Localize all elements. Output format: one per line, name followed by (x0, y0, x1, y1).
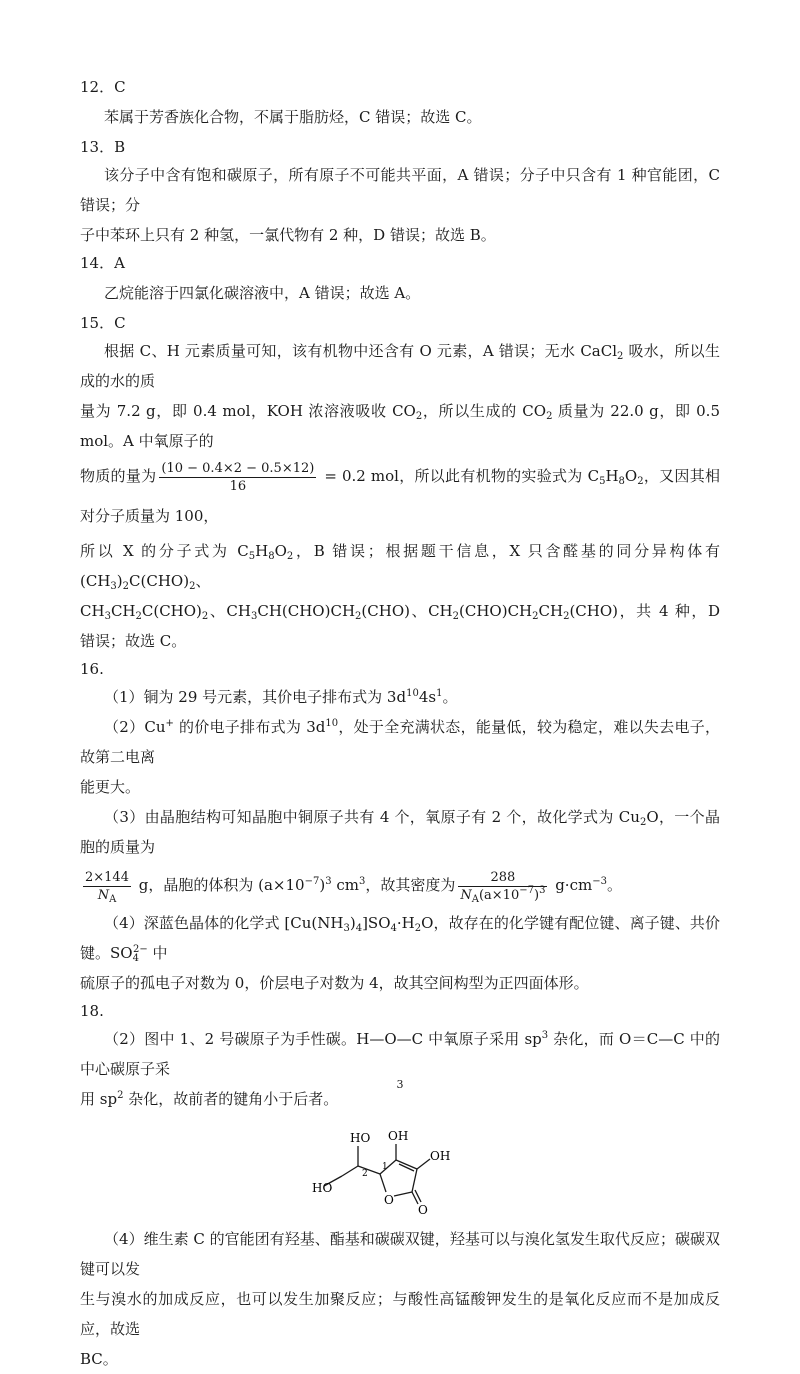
ho-top-label: HO (350, 1131, 371, 1145)
page-number: 3 (396, 1078, 404, 1091)
answer-16-part-3-cont: $\frac{2\times 144}{N_A}$ g，晶胞的体积为 $(a\times 10^{-7})^3$ $cm^3$，故其密度为 $\frac{288}{N_A(a\times 10^{-7})^3}$ $g\cdot cm^{-3}$。 (85, 869, 622, 905)
vitamin-c-diagram (300, 1114, 500, 1214)
answer-16-part-4-cont: 硫原子的孤电子对数为 0，价层电子对数为 4，故其空间构型为正四面体形。 (80, 974, 589, 992)
cell-mass-fraction: $\frac{2\times 144}{N_A}$ (85, 869, 129, 905)
answer-16-head: 16. (80, 660, 104, 678)
answer-14-head: 14．A (80, 254, 125, 272)
answer-18-part-4-end: BC。 (80, 1350, 118, 1368)
density-fraction: $\frac{288}{N_A(a\times 10^{-7})^3}$ (460, 869, 546, 905)
answer-18-head: 18. (80, 1002, 104, 1020)
oxygen-moles-fraction: $\frac{(10 - 0.4\times 2 - 0.5\times 12)}{16}$ (161, 460, 315, 494)
answer-16-part-2: （2）Cu+ 的价电子排布式为 $3d^{10}$，处于全充满状态，能量低，较为稳定，难以失去电子，故第二电离 (80, 718, 720, 766)
answer-13-explanation-cont: 子中苯环上只有 2 种氢，一氯代物有 2 种，D 错误；故选 B。 (80, 226, 496, 244)
answer-12-explanation: 苯属于芳香族化合物，不属于脂肪烃，C 错误；故选 C。 (104, 108, 482, 126)
ho-left-label: HO (312, 1181, 333, 1195)
answer-16-part-2-cont: 能更大。 (80, 778, 141, 796)
answer-18-part-4: （4）维生素 C 的官能团有羟基、酯基和碳碳双键，羟基可以与溴化氢发生取代反应；碳碳双键可以发 (80, 1230, 720, 1278)
answer-15-line-5: $CH_3CH_2C(CHO)_2$、$CH_3CH(CHO)CH_2(CHO)$、$CH_2(CHO)CH_2CH_2(CHO)$，共 4 种，D 错误；故选 C。 (80, 602, 720, 650)
answer-18-part-4-cont: 生与溴水的加成反应，也可以发生加聚反应；与酸性高锰酸钾发生的是氧化反应而不是加成反应，故选 (80, 1290, 720, 1338)
answer-18-part-2: （2）图中 1、2 号碳原子为手性碳。H—O—C 中氧原子采用 $sp^3$ 杂化，而 O＝C—C 中的中心碳原子采 (80, 1030, 720, 1078)
carbonyl-oxygen-label: O (418, 1203, 428, 1214)
answer-16-part-1: （1）铜为 29 号元素，其价电子排布式为 $3d^{10}4s^1$。 (104, 688, 458, 706)
carbon-1-label: 1 (382, 1162, 388, 1172)
answer-15-line-1: 根据 C、H 元素质量可知，该有机物中还含有 O 元素，A 错误；无水 CaCl$_2$ 吸水，所以生成的水的质 (80, 342, 720, 390)
answer-18-part-2-cont: 用 $sp^2$ 杂化，故前者的键角小于后者。 (80, 1090, 339, 1108)
answer-14-explanation: 乙烷能溶于四氯化碳溶液中，A 错误；故选 A。 (104, 284, 421, 302)
answer-15-line-3: 物质的量为 $\frac{(10 - 0.4\times 2 - 0.5\times 12)}{16}$ = 0.2 mol，所以此有机物的实验式为 $C_5H_8O_2$，又因其相对分子质量为 100， (80, 460, 720, 525)
vitamin-c-structure (80, 1114, 720, 1214)
carbon-2-label: 2 (362, 1169, 368, 1179)
answer-13-head: 13．B (80, 138, 126, 156)
answer-15-line-4: 所以 X 的分子式为 $C_5H_8O_2$，B 错误；根据题干信息，X 只含醛基的同分异构体有 $(CH_3)_2C(CHO)_2$、 (80, 542, 720, 592)
oh-top-label: OH (388, 1129, 409, 1143)
answer-15-line-2: 量为 7.2 g，即 0.4 mol，KOH 浓溶液吸收 $CO_2$，所以生成的 $CO_2$ 质量为 22.0 g，即 0.5 mol。A 中氧原子的 (80, 402, 720, 450)
answer-16-part-3: （3）由晶胞结构可知晶胞中铜原子共有 4 个，氧原子有 2 个，故化学式为 $Cu_2O$，一个晶胞的质量为 (80, 808, 720, 856)
answer-13-explanation: 该分子中含有饱和碳原子，所有原子不可能共平面，A 错误；分子中只含有 1 种官能团，C 错误；分 (80, 166, 720, 214)
answer-12-head: 12．C (80, 78, 126, 96)
answer-15-head: 15．C (80, 314, 126, 332)
ring-oxygen-label: O (384, 1193, 394, 1207)
answer-16-part-4: （4）深蓝色晶体的化学式 $[Cu(NH_3)_4]SO_4\cdot H_2O$，故存在的化学键有配位键、离子键、共价键。$SO_4^{2-}$ 中 (80, 914, 720, 964)
oh-right-label: OH (430, 1149, 451, 1163)
